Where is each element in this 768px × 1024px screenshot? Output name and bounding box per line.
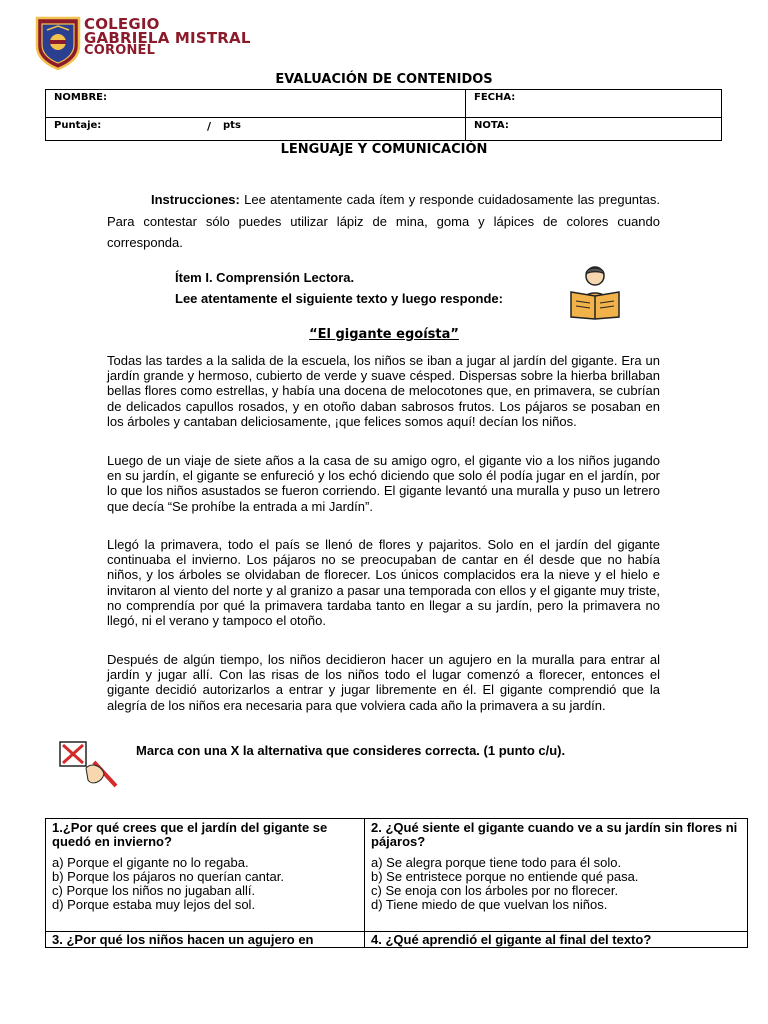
table-divider	[46, 117, 721, 118]
story-paragraph-1: Todas las tardes a la salida de la escuela, los niños se iban a jugar al jardín del gigante. Era un jardín grande y hermoso, cubierto de verde y suave césped. Dispersas sobre la hierba brillaban bellas flores como estrellas, y había una docena de melocotones que, en primavera, se cubrían de delicados capullos rosados, y en otoño daban sabrosos frutos. Los pájaros se posaban en los árboles y cantaban deliciosamente, ¡que felices somos aquí! decían los niños.	[107, 353, 660, 429]
table-divider	[465, 90, 466, 140]
questions-table	[45, 818, 748, 948]
story-paragraph-4: Después de algún tiempo, los niños decidieron hacer un agujero en la muralla para entrar al jardín y jugar allí. Con las risas de los niños todo el lugar comenzó a florecer, entonces el gigante decidió autorizarlos a entrar y jugar libremente en él. El gigante comprendió que la alegría de los niños era necesaria para que volviera cada año la primavera a su jardín.	[107, 652, 660, 713]
question-3-title: 3. ¿Por qué los niños hacen un agujero en	[52, 932, 314, 947]
question-3	[46, 932, 364, 949]
table-border-right	[747, 818, 748, 948]
story-title: “El gigante egoísta”	[309, 327, 459, 342]
question-1-title: 1.¿Por qué crees que el jardín del gigante se quedó en invierno?	[52, 820, 328, 849]
question-2-option-c[interactable]: c) Se enoja con los árboles por no florecer.	[371, 883, 619, 898]
question-2-option-b[interactable]: b) Se entristece porque no entiende qué pasa.	[371, 869, 639, 884]
question-2-option-a[interactable]: a) Se alegra porque tiene todo para él solo.	[371, 855, 622, 870]
school-name-line3: CORONEL	[84, 43, 156, 58]
school-name-line2: GABRIELA MISTRAL	[84, 29, 251, 47]
question-1-option-a[interactable]: a) Porque el gigante no lo regaba.	[52, 855, 249, 870]
question-4-title: 4. ¿Qué aprendió el gigante al final del texto?	[371, 932, 652, 947]
nombre-label: NOMBRE:	[54, 92, 107, 103]
nota-label: NOTA:	[474, 120, 509, 131]
question-1-option-d[interactable]: d) Porque estaba muy lejos del sol.	[52, 897, 256, 912]
story-paragraph-2: Luego de un viaje de siete años a la casa de su amigo ogro, el gigante vio a los niños jugando en su jardín, el gigante se enfureció y los echó diciendo que solo él podía jugar en el jardín, por lo que los niños asustados se fueron corriendo. El gigante levantó una muralla y puso un letrero que decía “Se prohíbe la entrada a mi Jardín”.	[107, 453, 660, 514]
mark-x-pencil-icon	[58, 738, 120, 790]
subject-title: LENGUAJE Y COMUNICACIÓN	[280, 142, 488, 157]
question-1-option-b[interactable]: b) Porque los pájaros no querían cantar.	[52, 869, 284, 884]
evaluation-title: EVALUACIÓN DE CONTENIDOS	[275, 72, 493, 87]
mark-instruction: Marca con una X la alternativa que consideres correcta. (1 punto c/u).	[136, 743, 566, 758]
puntaje-separator: /	[207, 120, 212, 133]
student-info-table	[45, 89, 722, 141]
question-1	[46, 819, 364, 914]
question-4	[365, 932, 747, 949]
instructions-text: Lee atentamente cada ítem y responde cuidadosamente las preguntas. Para contestar sólo puedes utilizar lápiz de mina, goma y lápices de colores cuando corresponda.	[107, 192, 660, 250]
reading-person-icon	[568, 262, 622, 320]
question-2-option-d[interactable]: d) Tiene miedo de que vuelvan los niños.	[371, 897, 608, 912]
puntaje-label: Puntaje:	[54, 120, 102, 131]
school-name-line1: COLEGIO	[84, 15, 160, 33]
question-2-title: 2. ¿Qué siente el gigante cuando ve a su jardín sin flores ni pájaros?	[371, 820, 738, 849]
fecha-label: FECHA:	[474, 92, 516, 103]
question-1-option-c[interactable]: c) Porque los niños no jugaban allí.	[52, 883, 256, 898]
school-shield-logo	[35, 16, 81, 70]
question-2	[365, 819, 747, 914]
story-paragraph-3: Llegó la primavera, todo el país se llenó de flores y pajaritos. Solo en el jardín del gigante continuaba el invierno. Los pájaros no se preocupaban de cantar en él desde que no había niños, y los árboles se olvidaban de florecer. Los únicos complacidos era la nieve y el hielo e invitaron al viento del norte y al granizo a pasar una temporada con ellos y el gigante muy triste, no comprendía por qué la primavera tardaba tanto en llegar a su jardín, pero la primavera no llegó, ni el verano y tampoco el otoño.	[107, 537, 660, 629]
instructions	[107, 189, 660, 254]
item-title: Ítem I. Comprensión Lectora.	[175, 270, 355, 285]
item-subtitle: Lee atentamente el siguiente texto y luego responde:	[175, 291, 503, 306]
instructions-label: Instrucciones:	[151, 192, 240, 207]
puntaje-unit: pts	[223, 120, 241, 131]
